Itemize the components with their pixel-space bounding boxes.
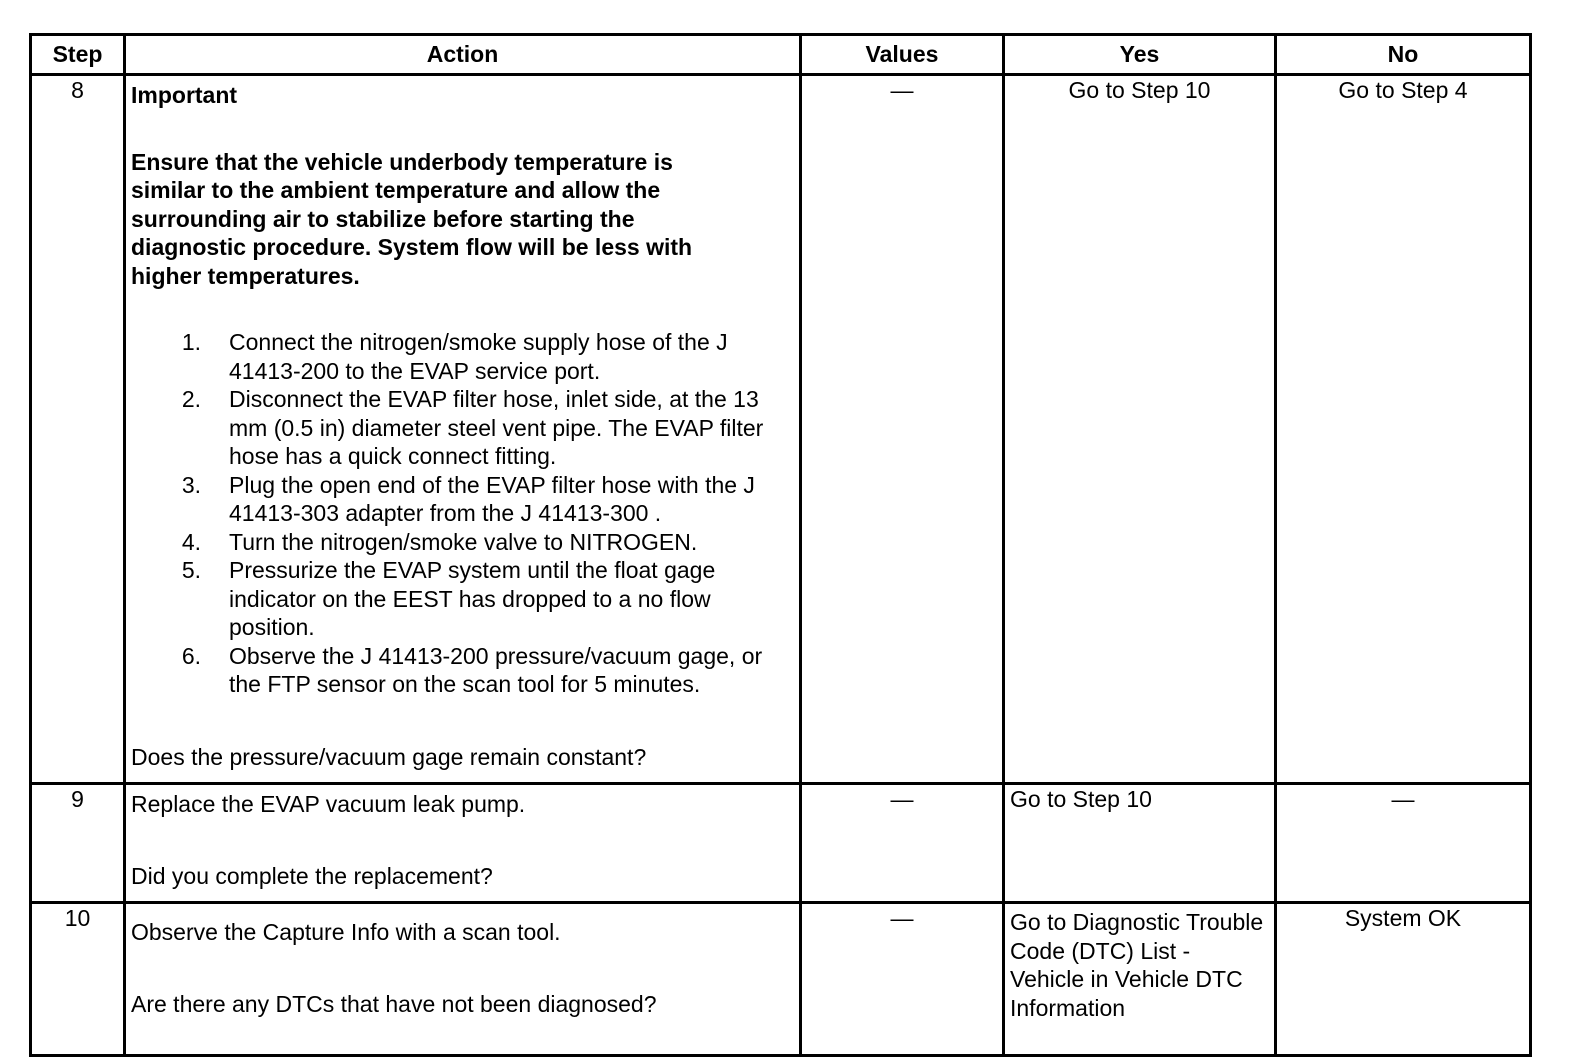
no-cell: — [1276, 784, 1531, 903]
header-row [31, 35, 1531, 75]
diagnostic-table [29, 33, 1532, 1057]
step-number: 9 [31, 784, 125, 903]
list-item: 4. Turn the nitrogen/smoke valve to NITROGEN. [181, 528, 698, 555]
values-cell: — [801, 784, 1004, 903]
yes-cell: Go to Step 10 [1004, 75, 1276, 784]
header-values: Values [801, 35, 1004, 75]
action-cell [125, 784, 801, 903]
action-question: Are there any DTCs that have not been diagnosed? [131, 990, 657, 1017]
list-item: 1. Connect the nitrogen/smoke supply hose of the J 41413-200 to the EVAP service port. [181, 329, 728, 384]
step-number: 10 [31, 903, 125, 1056]
action-cell [125, 903, 801, 1056]
important-note: Ensure that the vehicle underbody temperature is similar to the ambient temperature and allow the surrounding air to stabilize before starting the diagnostic procedure. System flow will be less with higher temperatures. [131, 148, 693, 289]
action-question: Does the pressure/vacuum gage remain constant? [131, 743, 647, 770]
step-number: 8 [31, 75, 125, 784]
action-cell [125, 75, 801, 784]
values-cell: — [801, 903, 1004, 1056]
header-action: Action [125, 35, 801, 75]
values-cell: — [801, 75, 1004, 784]
header-yes: Yes [1004, 35, 1276, 75]
header-step: Step [31, 35, 125, 75]
action-question: Did you complete the replacement? [131, 862, 493, 889]
list-item: 6. Observe the J 41413-200 pressure/vacuum gage, or the FTP sensor on the scan tool for 5 minutes. [181, 642, 763, 697]
action-text: Observe the Capture Info with a scan tool. [131, 919, 561, 945]
table-row [31, 903, 1531, 1056]
yes-cell: Go to Step 10 [1004, 784, 1276, 903]
list-item: 2. Disconnect the EVAP filter hose, inlet side, at the 13 mm (0.5 in) diameter steel vent pipe. The EVAP filter hose has a quick connect fitting. [181, 386, 764, 469]
list-item: 5. Pressurize the EVAP system until the float gage indicator on the EEST has dropped to a no flow position. [181, 557, 716, 640]
list-item: 3. Plug the open end of the EVAP filter hose with the J 41413-303 adapter from the J 41413-300 . [181, 471, 755, 526]
substep-list [131, 328, 791, 699]
no-cell: System OK [1276, 903, 1531, 1056]
action-text: Replace the EVAP vacuum leak pump. [131, 791, 526, 817]
yes-cell: Go to Diagnostic Trouble Code (DTC) List - Vehicle in Vehicle DTC Information [1004, 903, 1276, 1056]
header-no: No [1276, 35, 1531, 75]
important-label: Important [131, 82, 238, 108]
table-row [31, 784, 1531, 903]
no-cell: Go to Step 4 [1276, 75, 1531, 784]
table-row [31, 75, 1531, 784]
